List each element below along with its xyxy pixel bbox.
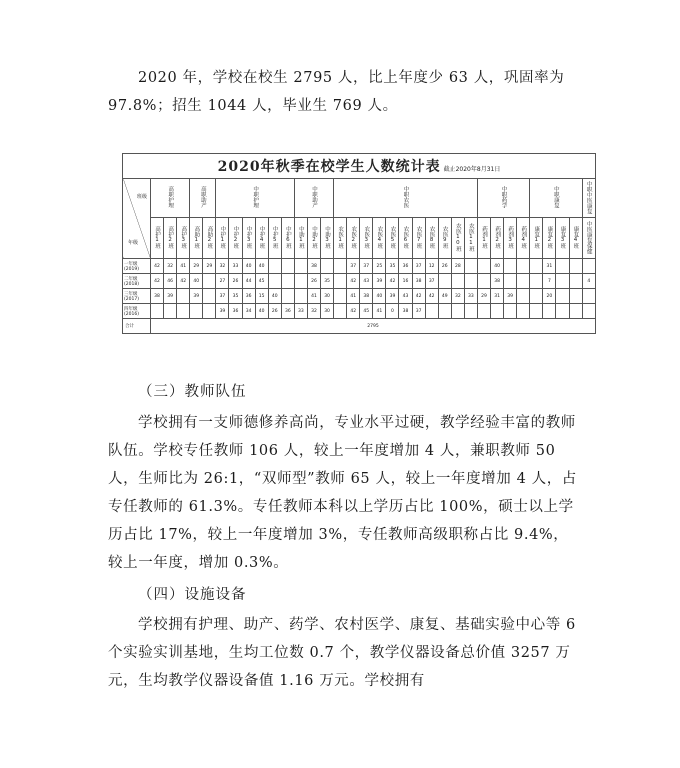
class-header [504, 218, 517, 259]
group-header-label: 中职药学 [500, 186, 507, 208]
class-header [321, 218, 334, 259]
table-cell: 35 [386, 259, 399, 274]
table-cell: 42 [347, 274, 360, 289]
class-header-label: 农医6班 [402, 225, 409, 249]
table-cell [151, 304, 164, 319]
table-cell [438, 274, 451, 289]
table-cell: 30 [321, 289, 334, 304]
table-cell [294, 259, 307, 274]
table-cell [569, 289, 582, 304]
table-cell: 26 [438, 259, 451, 274]
table-cell: 36 [399, 259, 412, 274]
table-cell [164, 304, 177, 319]
table-cell [281, 259, 294, 274]
table-cell: 34 [242, 304, 255, 319]
table-cell: 31 [543, 259, 556, 274]
table-cell [177, 304, 190, 319]
group-header-label: 高职护理 [167, 186, 174, 208]
class-header [491, 218, 504, 259]
table-cell: 39 [216, 304, 229, 319]
class-header [399, 218, 412, 259]
table-cell: 40 [268, 289, 281, 304]
group-header-label: 中职中医康复 [585, 180, 592, 214]
class-header [412, 218, 425, 259]
table-cell [177, 289, 190, 304]
class-header-label: 农医3班 [363, 225, 370, 249]
table-cell: 26 [268, 304, 281, 319]
class-header [255, 218, 268, 259]
table-cell [268, 259, 281, 274]
table-cell: 41 [347, 289, 360, 304]
table-cell [517, 259, 530, 274]
class-header-label: 中助1班 [297, 225, 304, 249]
class-header [425, 218, 438, 259]
class-header-label: 农医8班 [428, 225, 435, 249]
table-cell [464, 259, 477, 274]
table-cell [294, 274, 307, 289]
table-cell: 27 [216, 274, 229, 289]
table-cell: 38 [491, 274, 504, 289]
table-cell: 41 [307, 289, 320, 304]
table-cell [504, 304, 517, 319]
class-header-label: 农医9班 [441, 225, 448, 249]
section-heading-facilities: （四）设施设备 [138, 587, 247, 603]
grade-label: 一年级(2019) [123, 259, 151, 274]
table-cell: 40 [190, 274, 203, 289]
class-header-label: 农医2班 [350, 225, 357, 249]
table-cell [517, 274, 530, 289]
table-cell: 33 [294, 304, 307, 319]
grade-label: 四年级(2016) [123, 304, 151, 319]
table-cell: 20 [543, 289, 556, 304]
grade-label: 二年级(2018) [123, 274, 151, 289]
table-cell: 42 [412, 289, 425, 304]
table-row [123, 259, 596, 274]
table-cell: 29 [203, 259, 216, 274]
table-cell: 12 [425, 259, 438, 274]
group-header-label: 中职护理 [252, 186, 259, 208]
table-cell [556, 304, 569, 319]
table-cell: 33 [229, 259, 242, 274]
table-cell [582, 289, 595, 304]
class-header [517, 218, 530, 259]
class-header [386, 218, 399, 259]
table-cell [491, 304, 504, 319]
class-header [530, 218, 543, 259]
class-header-label: 中助2班 [310, 225, 317, 249]
class-header-label: 中医康复保健 [585, 220, 592, 254]
table-cell [334, 304, 347, 319]
group-header [477, 179, 529, 218]
facilities-paragraph: 学校拥有护理、助产、药学、农村医学、康复、基础实验中心等 6 个实验实训基地，生均工位数 0.7 个，教学仪器设备总价值 3257 万元，生均教学仪器设备值 1.16 万元。学校拥有 [108, 617, 576, 689]
table-cell [504, 259, 517, 274]
enrollment-paragraph: 2020 年，学校在校生 2795 人，比上年度少 63 人，巩固率为 97.8%；招生 1044 人，毕业生 769 人。 [108, 70, 565, 114]
table-cell: 42 [151, 274, 164, 289]
table-cell [530, 304, 543, 319]
section-heading-teachers: （三）教师队伍 [138, 384, 247, 400]
table-cell [477, 304, 490, 319]
table-title: 2020年秋季在校学生人数统计表 [217, 159, 441, 175]
table-cell: 32 [307, 304, 320, 319]
table-cell: 16 [399, 274, 412, 289]
table-cell [556, 259, 569, 274]
class-header-label: 农医1班 [337, 225, 344, 249]
table-cell: 40 [373, 289, 386, 304]
corner-label-grade: 年级 [128, 240, 139, 246]
table-cell: 42 [425, 289, 438, 304]
table-cell: 41 [177, 259, 190, 274]
table-cell: 0 [386, 304, 399, 319]
class-header-label: 农医10班 [454, 222, 461, 252]
table-cell: 38 [399, 304, 412, 319]
table-title-cell [123, 154, 596, 179]
class-header [151, 218, 164, 259]
table-cell [556, 274, 569, 289]
group-header [151, 179, 190, 218]
class-header [373, 218, 386, 259]
table-cell: 37 [425, 274, 438, 289]
table-cell [543, 304, 556, 319]
class-header [582, 218, 595, 259]
class-header [281, 218, 294, 259]
table-cell [477, 259, 490, 274]
table-cell: 29 [477, 289, 490, 304]
table-cell: 39 [504, 289, 517, 304]
class-header-label: 农医4班 [376, 225, 383, 249]
group-header [530, 179, 582, 218]
table-cell: 38 [360, 289, 373, 304]
class-header [360, 218, 373, 259]
group-header [582, 179, 595, 218]
table-cell [530, 289, 543, 304]
table-cell [268, 274, 281, 289]
table-cell [556, 289, 569, 304]
class-header-label: 高护2班 [167, 225, 174, 249]
class-header-label: 中助3班 [324, 225, 331, 249]
class-header [477, 218, 490, 259]
table-row [123, 274, 596, 289]
table-cell: 26 [229, 274, 242, 289]
table-cell [425, 304, 438, 319]
class-header-label: 康复3班 [559, 225, 566, 249]
table-cell: 32 [451, 289, 464, 304]
table-cell [517, 304, 530, 319]
table-cell [190, 304, 203, 319]
table-cell: 42 [347, 304, 360, 319]
table-cell: 39 [373, 274, 386, 289]
class-header [451, 218, 464, 259]
class-header [556, 218, 569, 259]
table-cell: 39 [164, 289, 177, 304]
table-cell: 31 [491, 289, 504, 304]
group-header-label: 中职助产 [310, 186, 317, 208]
class-header [242, 218, 255, 259]
class-header [464, 218, 477, 259]
table-cell [203, 304, 216, 319]
class-header [543, 218, 556, 259]
table-cell [530, 274, 543, 289]
total-value: 2795 [151, 319, 596, 334]
table-cell: 40 [242, 259, 255, 274]
class-header-label: 康复4班 [572, 225, 579, 249]
class-header-label: 药剂4班 [520, 225, 527, 249]
class-header-label: 药剂1班 [480, 225, 487, 249]
table-cell [582, 259, 595, 274]
table-cell: 25 [373, 259, 386, 274]
table-cell: 26 [307, 274, 320, 289]
class-header-label: 中护6班 [284, 225, 291, 249]
table-row [123, 304, 596, 319]
table-cell: 7 [543, 274, 556, 289]
class-header-label: 高护1班 [154, 225, 161, 249]
table-cell: 33 [464, 289, 477, 304]
group-header [334, 179, 478, 218]
class-header-label: 农医5班 [389, 225, 396, 249]
table-cell [464, 304, 477, 319]
table-cell: 37 [216, 289, 229, 304]
table-cell [569, 259, 582, 274]
teachers-paragraph: 学校拥有一支师德修养高尚，专业水平过硬，教学经验丰富的教师队伍。学校专任教师 106 人，较上一年度增加 4 人，兼职教师 50 人，生师比为 26:1，“双师型”教师 65 人，较上一年度增加 4 人，占专任教师的 61.3%。专任教师本科以上学历占比 100%，硕士以上学历占比 17%，较上一年度增加 3%，专任教师高级职称占比 9.4%，较上一年度，增加 0.3%。 [108, 415, 577, 571]
class-header-label: 药剂3班 [507, 225, 514, 249]
table-cell: 42 [386, 274, 399, 289]
table-cell: 38 [151, 289, 164, 304]
group-header-label: 中职农医 [402, 186, 409, 208]
table-cell: 49 [438, 289, 451, 304]
class-header [347, 218, 360, 259]
table-cell [281, 274, 294, 289]
table-corner-header [123, 179, 151, 259]
class-header-label: 高助2班 [206, 225, 213, 249]
class-header-label: 高护3班 [180, 225, 187, 249]
table-cell: 29 [190, 259, 203, 274]
class-header [307, 218, 320, 259]
table-cell [438, 304, 451, 319]
table-cell: 40 [491, 259, 504, 274]
total-label: 合计 [123, 319, 151, 334]
group-header [294, 179, 333, 218]
group-header-label: 高职助产 [199, 186, 206, 208]
table-cell: 37 [347, 259, 360, 274]
class-header [164, 218, 177, 259]
class-header-label: 高助1班 [193, 225, 200, 249]
table-cell: 28 [451, 259, 464, 274]
table-cell: 38 [412, 274, 425, 289]
table-cell [203, 274, 216, 289]
table-cell [569, 274, 582, 289]
table-cell: 46 [164, 274, 177, 289]
class-header-label: 康复2班 [546, 225, 553, 249]
table-date-note: 截止2020年8月31日 [443, 166, 501, 173]
class-header [268, 218, 281, 259]
table-cell: 40 [255, 304, 268, 319]
table-cell: 37 [412, 259, 425, 274]
group-header [216, 179, 294, 218]
table-cell: 15 [255, 289, 268, 304]
table-cell: 37 [360, 259, 373, 274]
table-cell [477, 274, 490, 289]
class-header [203, 218, 216, 259]
table-row [123, 289, 596, 304]
table-cell: 32 [164, 259, 177, 274]
grade-label: 三年级(2017) [123, 289, 151, 304]
table-cell [569, 304, 582, 319]
table-cell: 36 [242, 289, 255, 304]
table-cell: 36 [229, 304, 242, 319]
table-cell [334, 259, 347, 274]
table-cell [294, 289, 307, 304]
table-cell: 4 [582, 274, 595, 289]
group-header-label: 中职康复 [552, 186, 559, 208]
table-cell: 30 [321, 304, 334, 319]
table-cell: 42 [177, 274, 190, 289]
class-header-label: 中护3班 [245, 225, 252, 249]
class-header [177, 218, 190, 259]
table-cell [530, 259, 543, 274]
class-header-label: 中护4班 [258, 225, 265, 249]
table-cell: 45 [255, 274, 268, 289]
table-cell: 42 [151, 259, 164, 274]
class-header [569, 218, 582, 259]
table-cell [504, 274, 517, 289]
table-cell [203, 289, 216, 304]
corner-label-class: 班级 [136, 194, 147, 200]
table-cell [464, 274, 477, 289]
table-cell: 39 [386, 289, 399, 304]
class-header-label: 中护5班 [271, 225, 278, 249]
table-cell: 43 [360, 274, 373, 289]
table-cell: 45 [360, 304, 373, 319]
table-cell [451, 304, 464, 319]
class-header [229, 218, 242, 259]
table-cell: 32 [216, 259, 229, 274]
table-cell [451, 274, 464, 289]
class-header [216, 218, 229, 259]
class-header-label: 农医11班 [467, 222, 474, 252]
class-header [438, 218, 451, 259]
class-header [294, 218, 307, 259]
table-cell [281, 289, 294, 304]
class-header-label: 中护1班 [219, 225, 226, 249]
table-cell: 36 [281, 304, 294, 319]
class-header-label: 药剂2班 [494, 225, 501, 249]
class-header [334, 218, 347, 259]
group-header [190, 179, 216, 218]
table-cell: 35 [321, 274, 334, 289]
class-header-label: 农医7班 [415, 225, 422, 249]
class-header-label: 中护2班 [232, 225, 239, 249]
table-cell [334, 289, 347, 304]
table-cell: 35 [229, 289, 242, 304]
table-cell [334, 274, 347, 289]
table-cell: 39 [190, 289, 203, 304]
table-cell [517, 289, 530, 304]
class-header-label: 康复1班 [533, 225, 540, 249]
table-cell: 40 [255, 259, 268, 274]
class-header [190, 218, 203, 259]
table-cell: 43 [399, 289, 412, 304]
table-cell [582, 304, 595, 319]
table-cell: 37 [412, 304, 425, 319]
table-cell [321, 259, 334, 274]
table-cell: 41 [373, 304, 386, 319]
student-statistics-table [122, 153, 596, 343]
table-cell: 44 [242, 274, 255, 289]
table-cell: 38 [307, 259, 320, 274]
